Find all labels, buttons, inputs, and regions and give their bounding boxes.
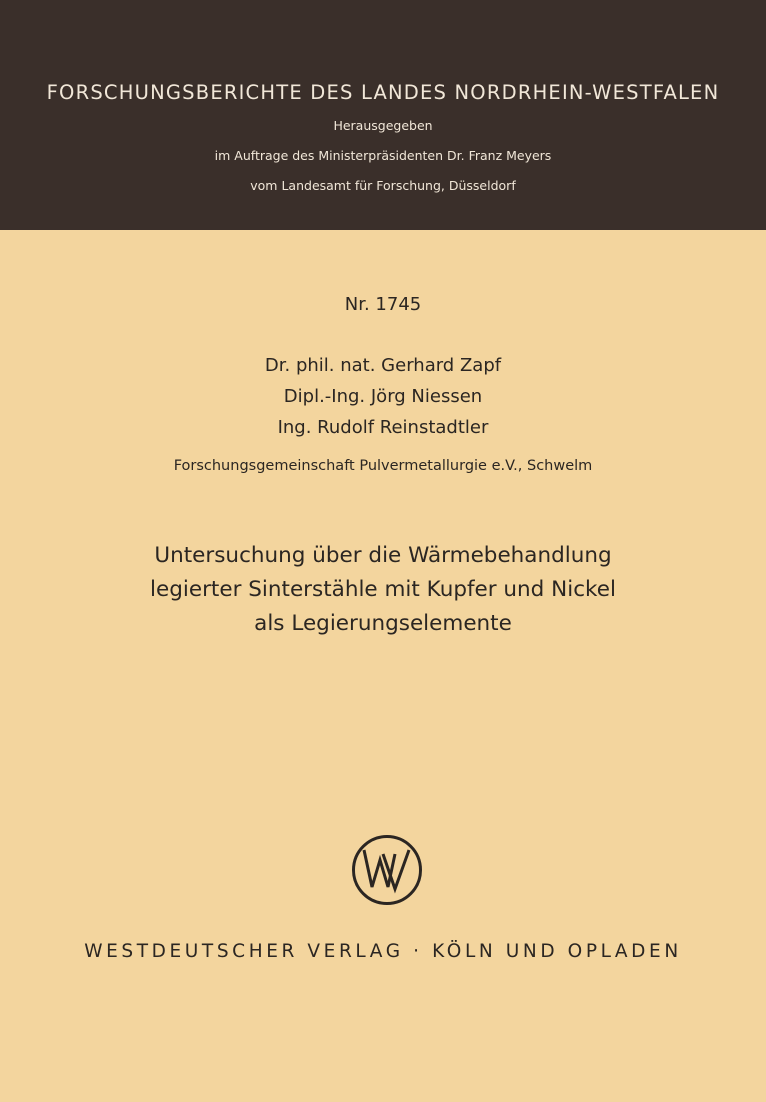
editor-line-commission: im Auftrage des Ministerpräsidenten Dr. Franz Meyers [214, 148, 552, 163]
institution: Forschungsgemeinschaft Pulvermetallurgie e.V., Schwelm [173, 458, 593, 474]
report-title-line-3: als Legierungselemente [254, 611, 512, 636]
series-header-band [0, 0, 766, 230]
author-2: Dipl.-Ing. Jörg Niessen [283, 386, 483, 407]
report-title-line-2: legierter Sinterstähle mit Kupfer und Nickel [150, 577, 616, 602]
editor-line-office: vom Landesamt für Forschung, Düsseldorf [250, 178, 516, 193]
publisher-imprint: WESTDEUTSCHER VERLAG · KÖLN UND OPLADEN [84, 941, 682, 962]
editor-line-published: Herausgegeben [333, 118, 433, 133]
publisher-logo-icon [350, 833, 424, 907]
author-1: Dr. phil. nat. Gerhard Zapf [264, 355, 502, 376]
issue-number: Nr. 1745 [344, 294, 422, 315]
series-title: FORSCHUNGSBERICHTE DES LANDES NORDRHEIN-WESTFALEN [46, 81, 720, 104]
author-3: Ing. Rudolf Reinstadtler [277, 417, 489, 438]
report-title-line-1: Untersuchung über die Wärmebehandlung [154, 543, 612, 568]
